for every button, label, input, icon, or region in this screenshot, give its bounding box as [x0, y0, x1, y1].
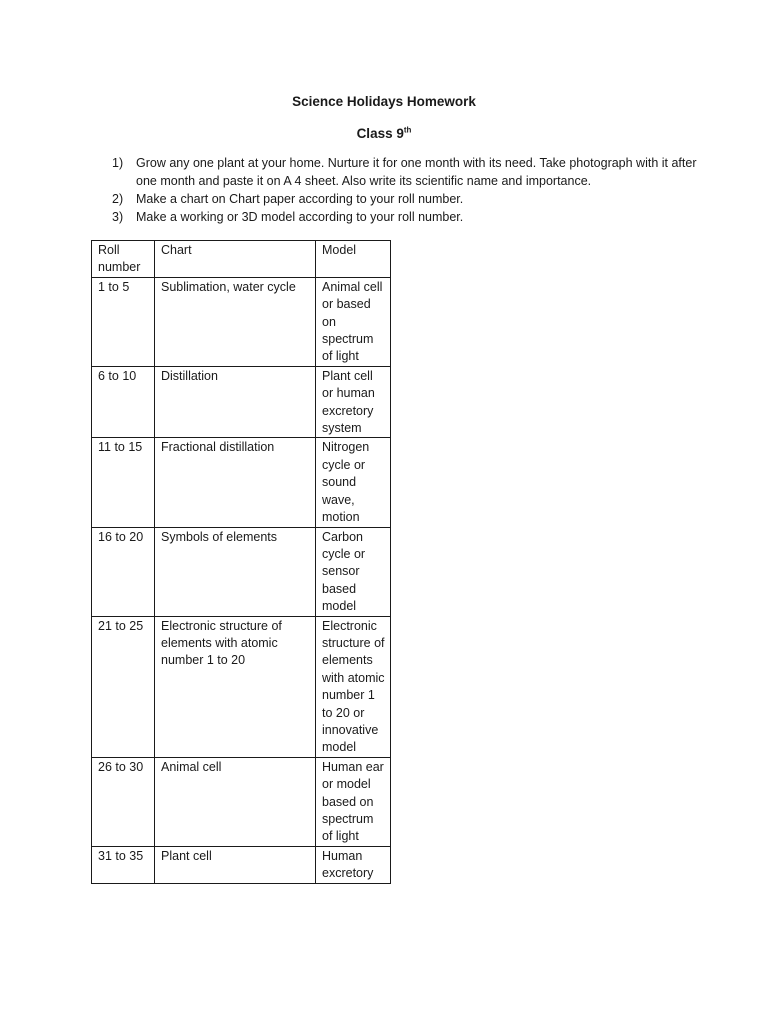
cell-roll: 21 to 25 [92, 616, 155, 757]
instruction-item [112, 208, 712, 226]
table-row [92, 757, 391, 846]
instruction-number: 3) [112, 210, 124, 224]
cell-chart: Electronic structure of elements with atomic number 1 to 20 [155, 616, 316, 757]
cell-model: Human excretory [316, 846, 391, 883]
cell-roll: 6 to 10 [92, 366, 155, 438]
cell-roll: 16 to 20 [92, 527, 155, 616]
table-row [92, 277, 391, 366]
cell-chart: Plant cell [155, 846, 316, 883]
class-suffix: th [403, 125, 412, 135]
cell-model: Electronic structure of elements with atomic number 1 to 20 or innovative model [316, 616, 391, 757]
header-chart: Chart [155, 241, 316, 278]
instruction-item [112, 190, 712, 208]
cell-model: Carbon cycle or sensor based model [316, 527, 391, 616]
instruction-text: Grow any one plant at your home. Nurture it for one month with its need. Take photograph with it after one month and paste it on A 4 sheet. Also write its scientific name and importance. [136, 156, 697, 188]
table-row [92, 616, 391, 757]
cell-model: Nitrogen cycle or sound wave, motion [316, 438, 391, 527]
cell-roll: 31 to 35 [92, 846, 155, 883]
class-label: Class 9 [356, 126, 404, 141]
cell-chart: Distillation [155, 366, 316, 438]
cell-chart: Sublimation, water cycle [155, 277, 316, 366]
table-header-row [92, 241, 391, 278]
table-row [92, 527, 391, 616]
instruction-number: 1) [112, 156, 124, 170]
instruction-number: 2) [112, 192, 124, 206]
instruction-item [112, 154, 712, 190]
header-model: Model [316, 241, 391, 278]
instruction-text: Make a working or 3D model according to your roll number. [136, 210, 464, 224]
table-row [92, 366, 391, 438]
cell-roll: 11 to 15 [92, 438, 155, 527]
class-heading [0, 126, 768, 141]
header-roll-number: Roll number [92, 241, 155, 278]
cell-model: Animal cell or based on spectrum of light [316, 277, 391, 366]
cell-model: Plant cell or human excretory system [316, 366, 391, 438]
document-title: Science Holidays Homework [292, 94, 476, 109]
table-row [92, 438, 391, 527]
table-row [92, 846, 391, 883]
cell-chart: Animal cell [155, 757, 316, 846]
cell-model: Human ear or model based on spectrum of light [316, 757, 391, 846]
cell-roll: 1 to 5 [92, 277, 155, 366]
cell-chart: Symbols of elements [155, 527, 316, 616]
instruction-list [112, 154, 712, 226]
instruction-text: Make a chart on Chart paper according to your roll number. [136, 192, 464, 206]
roll-number-table [91, 240, 391, 884]
cell-chart: Fractional distillation [155, 438, 316, 527]
cell-roll: 26 to 30 [92, 757, 155, 846]
